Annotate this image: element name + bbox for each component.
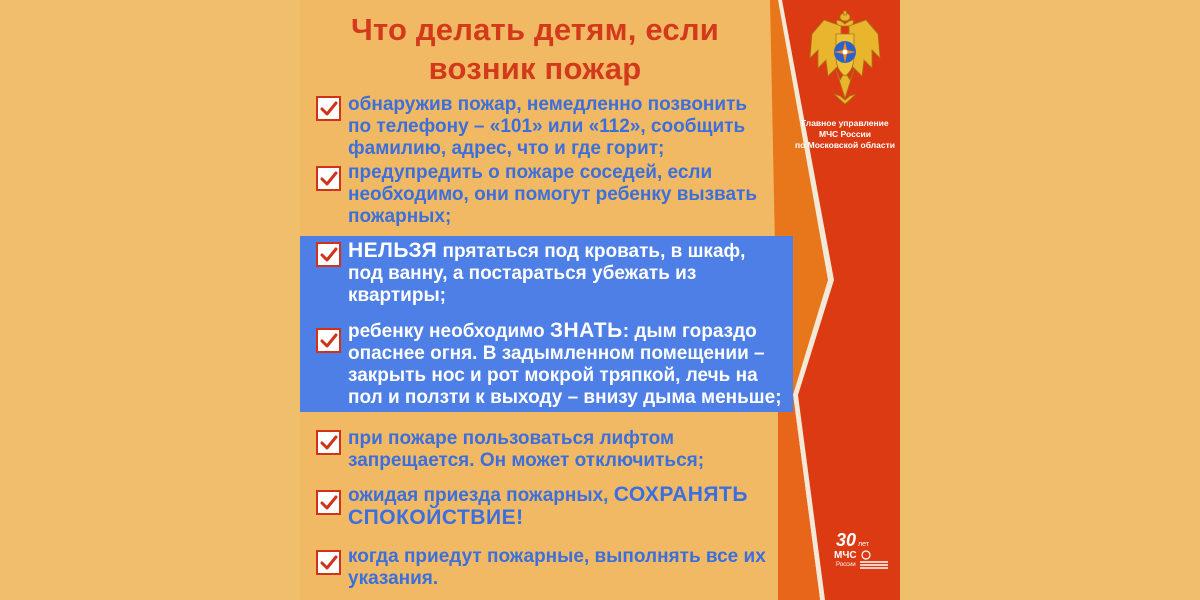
emphasis-text: СПОКОЙСТВИЕ! bbox=[348, 506, 524, 529]
list-item-text: при пожаре пользоваться лифтом запрещается. Он может отключиться; bbox=[348, 428, 705, 471]
list-item-text: НЕЛЬЗЯ прятаться под кровать, в шкаф, под ванну, а постараться убежать из квартиры; bbox=[348, 239, 746, 306]
list-item-text: ожидая приезда пожарных, СОХРАНЯТЬ СПОКОЙСТВИЕ! bbox=[348, 483, 748, 529]
anniversary-brand: МЧС bbox=[834, 550, 857, 561]
anniversary-number: 30 bbox=[836, 530, 857, 550]
emphasis-text: НЕЛЬЗЯ bbox=[348, 239, 438, 262]
anniversary-brand-sub: России bbox=[836, 562, 856, 568]
checkbox-icon bbox=[316, 430, 341, 455]
checkbox-icon bbox=[316, 490, 341, 515]
anniversary-suffix: лет bbox=[858, 541, 869, 548]
checkbox-icon bbox=[316, 242, 341, 267]
checkbox-icon bbox=[316, 166, 341, 191]
checkbox-icon bbox=[316, 550, 341, 575]
title-line-1: Что делать детям, если bbox=[351, 12, 719, 47]
emphasis-text: СОХРАНЯТЬ bbox=[613, 483, 748, 506]
list-item-text: когда приедут пожарные, выполнять все их указания. bbox=[348, 546, 766, 589]
anniversary-logo-icon bbox=[830, 528, 894, 576]
mchs-emblem-icon bbox=[808, 10, 882, 106]
emphasis-text: ЗНАТЬ bbox=[549, 319, 623, 342]
poster bbox=[300, 0, 900, 600]
list-item-text: обнаружив пожар, немедленно позвонить по телефону – «101» или «112», сообщить фамилию, адрес, что и где горит; bbox=[348, 94, 748, 159]
checkbox-icon bbox=[316, 328, 341, 353]
organization-name: Главное управление МЧС России по Московской области bbox=[794, 118, 896, 150]
poster-title bbox=[300, 10, 770, 88]
title-line-2: возник пожар bbox=[428, 51, 642, 86]
list-item-text: предупредить о пожаре соседей, если необходимо, они помогут ребенку вызвать пожарных; bbox=[348, 162, 758, 227]
list-item-text: ребенку необходимо ЗНАТЬ: дым гораздо опаснее огня. В задымленном помещении – закрыть нос и рот мокрой тряпкой, лечь на пол и ползти к выходу – внизу дыма меньше; bbox=[348, 319, 782, 408]
checkbox-icon bbox=[316, 96, 341, 121]
